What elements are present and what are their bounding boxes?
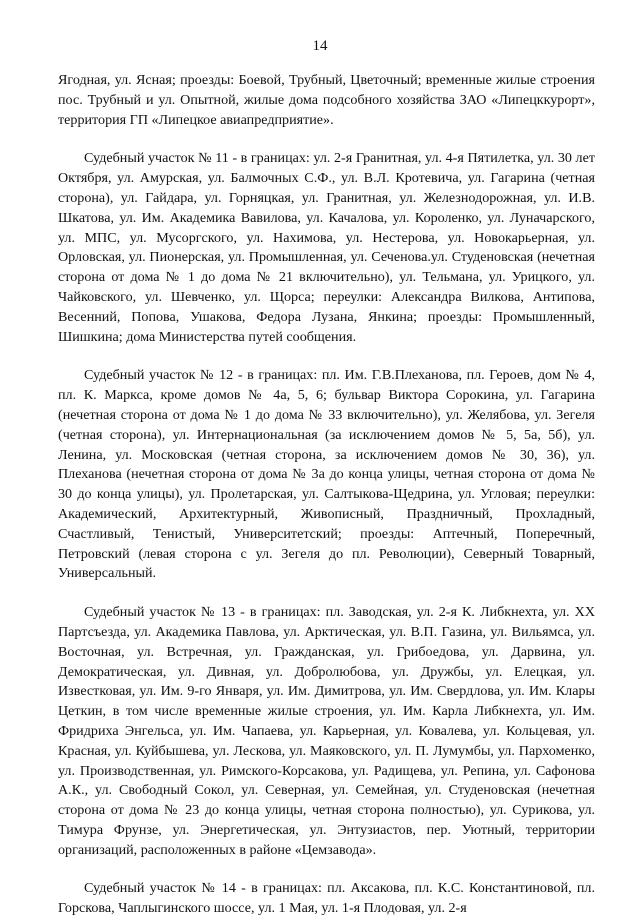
paragraph-district-13: Судебный участок № 13 - в границах: пл. Заводская, ул. 2-я К. Либкнехта, ул. XX Партсъезда, ул. Академика Павлова, ул. Арктическая, ул. В.П. Газина, ул. Вильямса, ул. Восточная, ул. Встречная, ул. Гражданская, ул. Грибоедова, ул. Дарвина, ул. Демократическая, ул. Дивная, ул. Добролюбова, ул. Дружбы, ул. Елецкая, ул. Известковая, ул. Им. 9-го Января, ул. Им. Димитрова, ул. Им. Свердлова, ул. Им. Клары Цеткин, в том числе временные жилые строения, ул. Им. Карла Либкнехта, ул. Им. Фридриха Энгельса, ул. Им. Чапаева, ул. Карьерная, ул. Ковалева, ул. Кольцевая, ул. Красная, ул. Куйбышева, ул. Лескова, ул. Маяковского, ул. П. Лумумбы, ул. Пархоменко, ул. Производственная, ул. Римского-Корсакова, ул. Радищева, ул. Репина, ул. Сафонова А.К., ул. Свободный Сокол, ул. Северная, ул. Семейная, ул. Студеновская (нечетная сторона от дома № 23 до конца улицы, четная сторона полностью), ул. Сурикова, ул. Тимура Фрунзе, ул. Энергетическая, ул. Энтузиастов, пер. Уютный, территории организаций, расположенных в районе «Цемзавода». [58,604,595,858]
paragraph-continuation: Ягодная, ул. Ясная; проезды: Боевой, Трубный, Цветочный; временные жилые строения пос. Трубный и ул. Опытной, жилые дома подсобного хозяйства ЗАО «Липецккурорт», территория ГП «Липецкое авиапредприятие». [58,72,595,128]
document-body [58,71,595,919]
paragraph-district-14: Судебный участок № 14 - в границах: пл. Аксакова, пл. К.С. Константиновой, пл. Горскова, Чаплыгинского шоссе, ул. 1 Мая, ул. 1-я Плодовая, ул. 2-я [58,880,595,917]
paragraph-district-11: Судебный участок № 11 - в границах: ул. 2-я Гранитная, ул. 4-я Пятилетка, ул. 30 лет Октября, ул. Амурская, ул. Балмочных С.Ф., ул. В.Л. Кротевича, ул. Гагарина (четная сторона), ул. Гайдара, ул. Горняцкая, ул. Гранитная, ул. Железнодорожная, ул. И.В. Шкатова, ул. Им. Академика Вавилова, ул. Качалова, ул. Короленко, ул. Луначарского, ул. МПС, ул. Мусоргского, ул. Нахимова, ул. Нестерова, ул. Новокарьерная, ул. Орловская, ул. Пионерская, ул. Промышленная, ул. Сеченова.ул. Студеновская (нечетная сторона от дома № 1 до дома № 21 включительно), ул. Тельмана, ул. Урицкого, ул. Чайковского, ул. Шевченко, ул. Щорса; переулки: Александра Вилкова, Антипова, Весенний, Попова, Ушакова, Федора Лузана, Янкина; проезды: Промышленный, Шишкина; дома Министерства путей сообщения. [58,150,595,345]
paragraph-district-12: Судебный участок № 12 - в границах: пл. Им. Г.В.Плеханова, пл. Героев, дом № 4, пл. К. Маркса, кроме домов № 4а, 5, 6; бульвар Виктора Сорокина, ул. Гагарина (нечетная сторона от дома № 1 до дома № 33 включительно), ул. Желябова, ул. Зегеля (четная сторона), ул. Интернациональная (за исключением домов № 5, 5а, 5б), ул. Ленина, ул. Московская (четная сторона, за исключением домов № 30, 36), ул. Плеханова (нечетная сторона от дома № 3а до конца улицы, четная сторона от дома № 30 до конца улицы), ул. Пролетарская, ул. Салтыкова-Щедрина, ул. Угловая; переулки: Академический, Архитектурный, Живописный, Праздничный, Прохладный, Счастливый, Тенистый, Университетский; проезды: Аптечный, Поперечный, Петровский (левая сторона с ул. Зегеля до пл. Революции), Северный Товарный, Универсальный. [58,367,595,582]
page-number: 14 [312,38,328,54]
